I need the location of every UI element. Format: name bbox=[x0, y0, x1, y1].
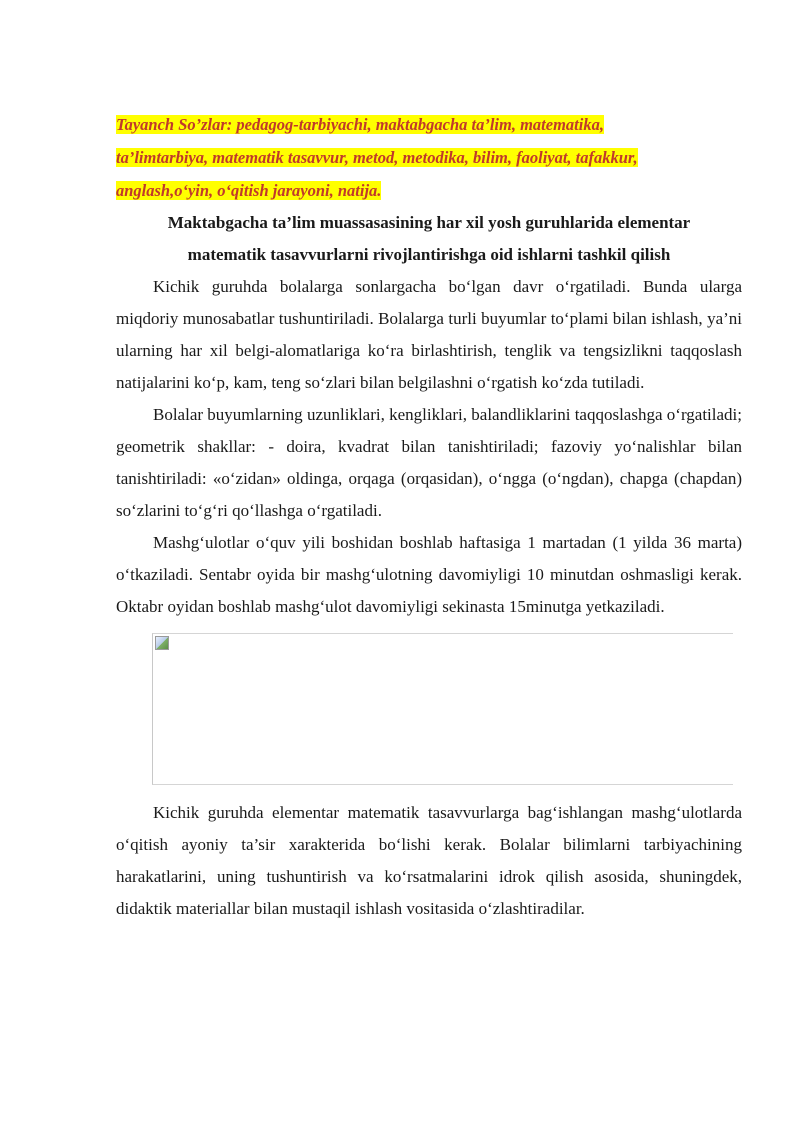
section-heading-line-2: matematik tasavvurlarni rivojlantirishga oid ishlarni tashkil qilish bbox=[187, 245, 671, 264]
paragraph-1: Kichik guruhda bolalarga sonlargacha bo‘lgan davr o‘rgatiladi. Bunda ularga miqdoriy munosabatlar tushuntiriladi. Bolalarga turli buyumlar to‘plami bilan ishlash, ya’ni ularning har xil belgi-alomatlariga ko‘ra birlashtirish, tenglik va tengsizlikni taqqoslash natijalarini ko‘p, kam, teng so‘zlari bilan belgilashni o‘rgatish ko‘zda tutiladi. bbox=[116, 277, 742, 392]
paragraph-2: Bolalar buyumlarning uzunliklari, kengliklari, balandliklarini taqqoslashga o‘rgatiladi; geometrik shakllar: - doira, kvadrat bilan tanishtiriladi; fazoviy yo‘nalishlar bilan tanishtiriladi: «o‘zidan» oldinga, orqaga (orqasidan), o‘ngga (o‘ngdan), chapga (chapdan) so‘zlarini to‘g‘ri qo‘llashga o‘rgatiladi. bbox=[116, 405, 742, 520]
keywords-line-1: Tayanch So’zlar: pedagog-tarbiyachi, maktabgacha ta’lim, matematika, bbox=[116, 115, 604, 134]
section-heading bbox=[116, 207, 742, 271]
document-page bbox=[116, 108, 742, 925]
keywords-block bbox=[116, 108, 742, 207]
keywords-line-3: anglash,o‘yin, o‘qitish jarayoni, natija. bbox=[116, 181, 382, 200]
image-placeholder bbox=[152, 633, 733, 785]
keywords-line-2: ta’limtarbiya, matematik tasavvur, metod, metodika, bilim, faoliyat, tafakkur, bbox=[116, 148, 638, 167]
paragraph-4: Kichik guruhda elementar matematik tasavvurlarga bag‘ishlangan mashg‘ulotlarda o‘qitish ayoniy ta’sir xarakterida bo‘lishi kerak. Bolalar bilimlarni tarbiyachining harakatlarini, uning tushuntirish va ko‘rsatmalarini idrok qilish asosida, shuningdek, didaktik materiallar bilan mustaqil ishlash vositasida o‘zlashtiradilar. bbox=[116, 803, 742, 918]
paragraph-3: Mashg‘ulotlar o‘quv yili boshidan boshlab haftasiga 1 martadan (1 yilda 36 marta) o‘tkaziladi. Sentabr oyida bir mashg‘ulotning davomiyligi 10 minutdan oshmasligi kerak. Oktabr oyidan boshlab mashg‘ulot davomiyligi sekinasta 15minutga yetkaziladi. bbox=[116, 533, 742, 616]
broken-image-icon bbox=[155, 636, 169, 650]
section-heading-line-1: Maktabgacha ta’lim muassasasining har xil yosh guruhlarida elementar bbox=[167, 213, 691, 232]
